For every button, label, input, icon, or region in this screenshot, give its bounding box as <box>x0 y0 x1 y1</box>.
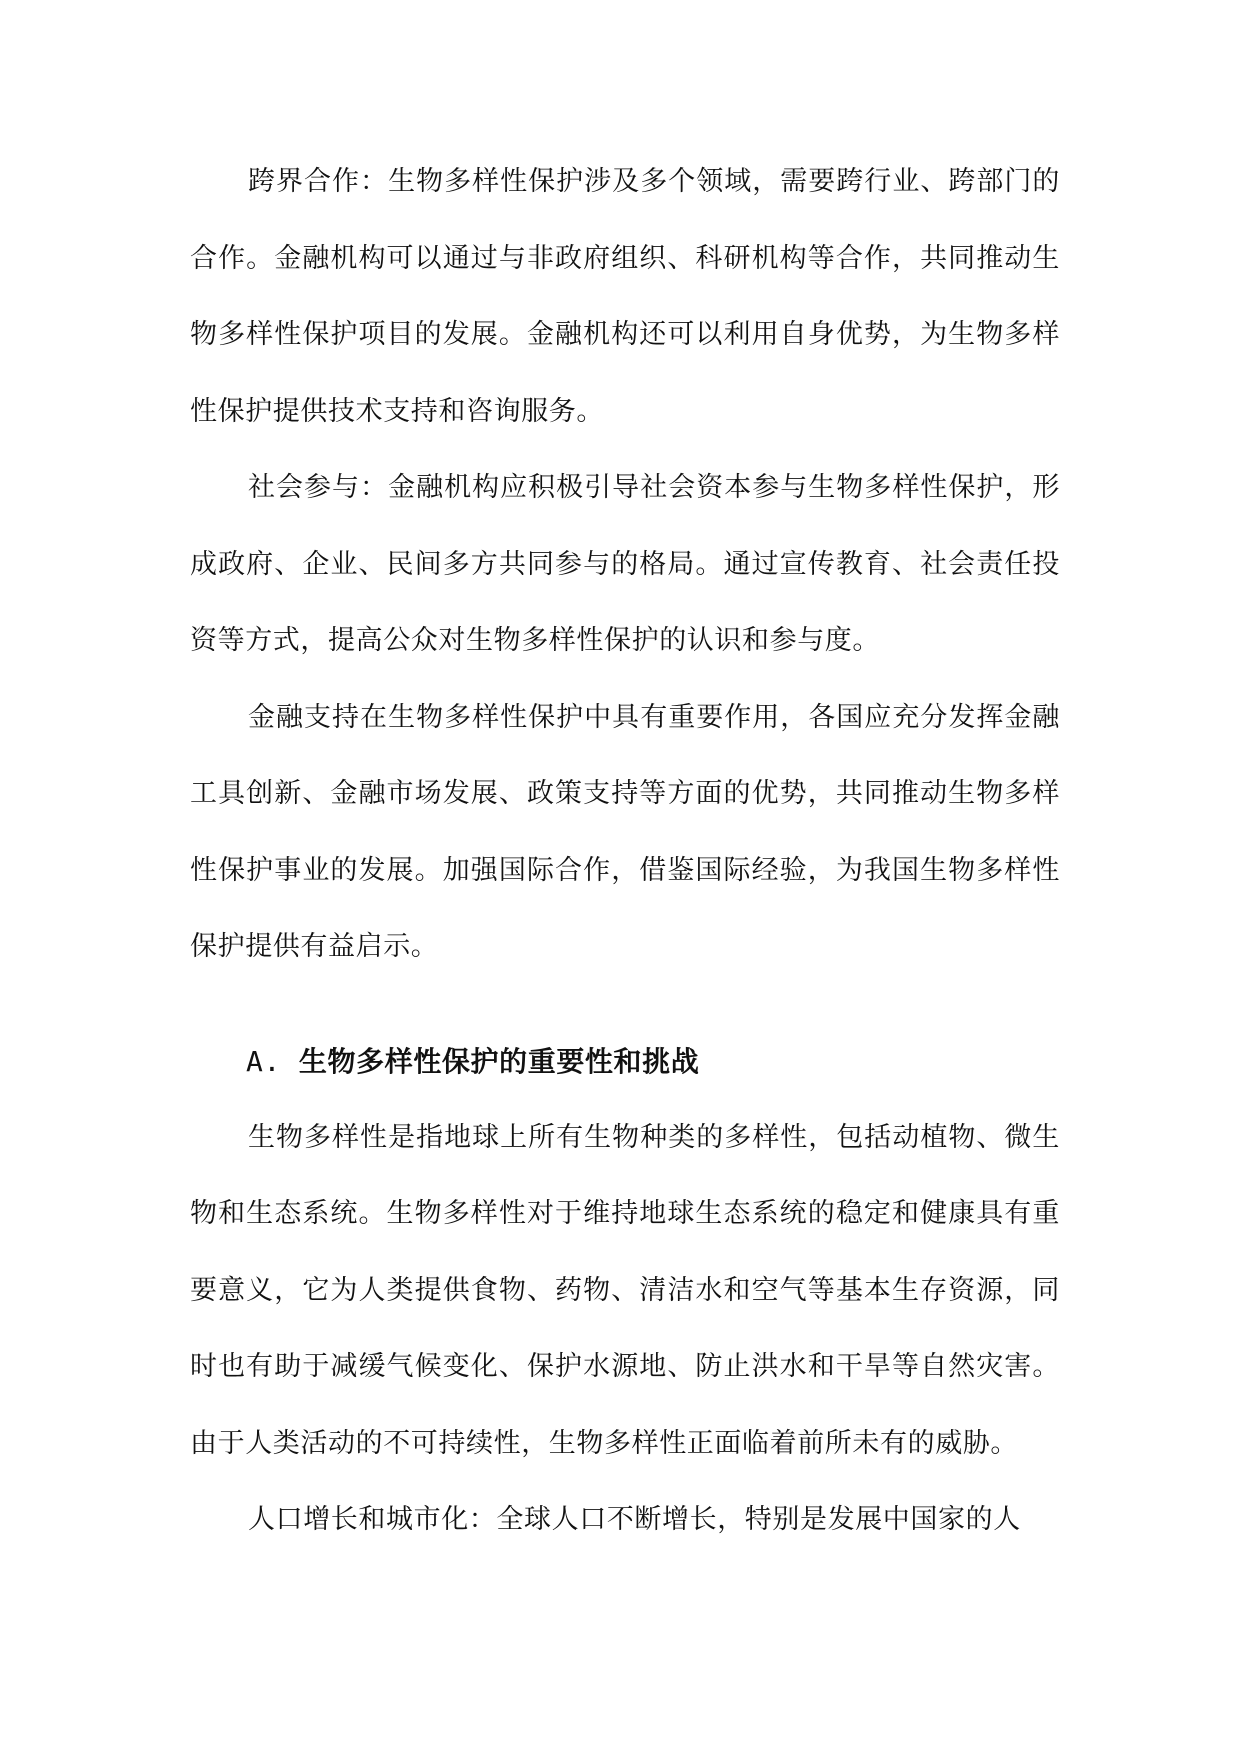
paragraph-financial-support-summary: 金融支持在生物多样性保护中具有重要作用，各国应充分发挥金融工具创新、金融市场发展、政策支持等方面的优势，共同推动生物多样性保护事业的发展。加强国际合作，借鉴国际经验，为我国生物多样性保护提供有益启示。 <box>190 701 1060 962</box>
paragraph-social-participation: 社会参与：金融机构应积极引导社会资本参与生物多样性保护，形成政府、企业、民间多方共同参与的格局。通过宣传教育、社会责任投资等方式，提高公众对生物多样性保护的认识和参与度。 <box>190 472 1060 656</box>
document-body <box>190 144 1060 1559</box>
paragraph-population-growth: 人口增长和城市化：全球人口不断增长，特别是发展中国家的人 <box>248 1504 1021 1535</box>
section-title: 生物多样性保护的重要性和挑战 <box>298 1044 700 1078</box>
paragraph-cross-sector-cooperation: 跨界合作：生物多样性保护涉及多个领域，需要跨行业、跨部门的合作。金融机构可以通过与非政府组织、科研机构等合作，共同推动生物多样性保护项目的发展。金融机构还可以利用自身优势，为生物多样性保护提供技术支持和咨询服务。 <box>190 166 1060 427</box>
paragraph-biodiversity-definition: 生物多样性是指地球上所有生物种类的多样性，包括动植物、微生物和生态系统。生物多样性对于维持地球生态系统的稳定和健康具有重要意义，它为人类提供食物、药物、清洁水和空气等基本生存资源，同时也有助于减缓气候变化、保护水源地、防止洪水和干旱等自然灾害。由于人类活动的不可持续性，生物多样性正面临着前所未有的威胁。 <box>190 1121 1060 1459</box>
section-heading <box>190 986 1060 1100</box>
section-label: A. <box>246 1044 281 1078</box>
